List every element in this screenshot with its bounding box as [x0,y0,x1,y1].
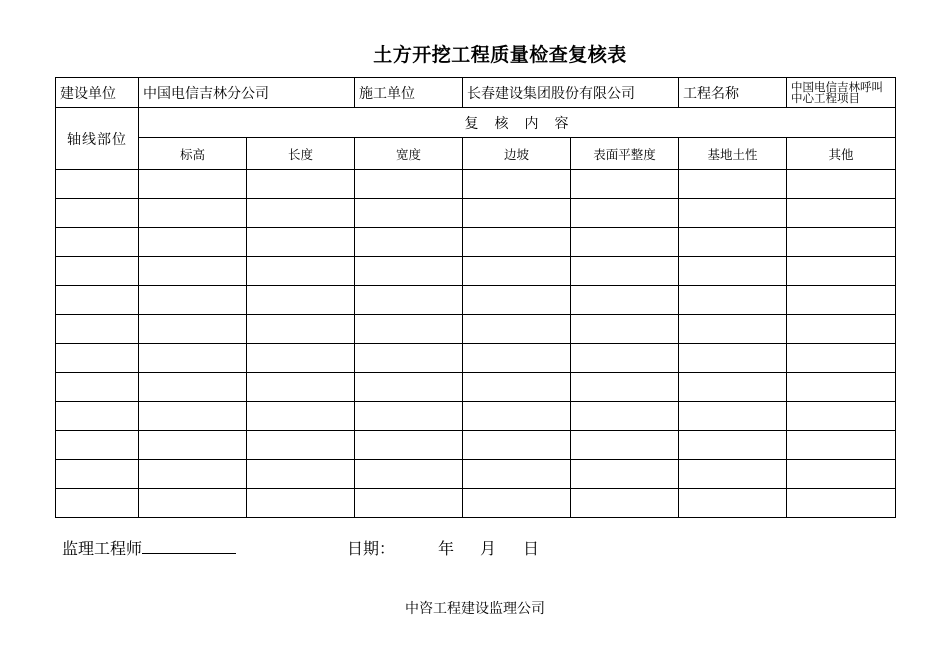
axis-position-cell[interactable] [56,373,139,402]
table-cell[interactable] [247,199,355,228]
column-header-row [56,138,896,170]
table-cell[interactable] [679,402,787,431]
table-cell[interactable] [355,170,463,199]
table-cell[interactable] [139,228,247,257]
table-cell[interactable] [571,199,679,228]
axis-position-cell[interactable] [56,489,139,518]
table-row [56,489,896,518]
table-row [56,257,896,286]
table-cell[interactable] [139,170,247,199]
table-cell[interactable] [571,489,679,518]
table-cell[interactable] [463,286,571,315]
day-label: 日 [523,539,540,558]
table-cell[interactable] [679,170,787,199]
table-cell[interactable] [355,315,463,344]
table-cell[interactable] [463,431,571,460]
table-cell[interactable] [679,373,787,402]
table-cell[interactable] [247,286,355,315]
review-content-label: 复 核 内 容 [139,108,896,138]
table-cell[interactable] [463,170,571,199]
table-cell[interactable] [787,489,896,518]
project-name-value[interactable]: 中国电信吉林呼叫中心工程项目 [787,78,896,108]
table-cell[interactable] [139,199,247,228]
table-cell[interactable] [139,286,247,315]
table-cell[interactable] [139,257,247,286]
table-cell[interactable] [355,199,463,228]
table-cell[interactable] [247,489,355,518]
table-cell[interactable] [247,170,355,199]
table-cell[interactable] [571,170,679,199]
construction-unit-value[interactable]: 中国电信吉林分公司 [139,78,355,108]
table-cell[interactable] [571,373,679,402]
axis-position-cell[interactable] [56,257,139,286]
table-cell[interactable] [571,344,679,373]
date-label: 日期： [347,539,396,558]
table-cell[interactable] [355,489,463,518]
table-cell[interactable] [787,257,896,286]
table-cell[interactable] [247,257,355,286]
contractor-value[interactable]: 长春建设集团股份有限公司 [463,78,679,108]
signature-line[interactable] [142,538,236,554]
table-cell[interactable] [679,489,787,518]
table-cell[interactable] [247,228,355,257]
table-cell[interactable] [787,344,896,373]
table-cell[interactable] [787,170,896,199]
table-cell[interactable] [463,489,571,518]
table-row [56,402,896,431]
supervisor-signature [62,536,236,559]
table-cell[interactable] [139,402,247,431]
inspection-table [55,77,896,518]
table-cell[interactable] [571,286,679,315]
table-row [56,315,896,344]
table-cell[interactable] [679,315,787,344]
table-row [56,170,896,199]
table-cell[interactable] [463,373,571,402]
table-cell[interactable] [679,199,787,228]
header-row [56,78,896,108]
table-cell[interactable] [463,402,571,431]
table-cell[interactable] [571,257,679,286]
table-cell[interactable] [247,431,355,460]
construction-unit-label: 建设单位 [56,78,139,108]
table-cell[interactable] [571,402,679,431]
company-name: 中咨工程建设监理公司 [405,601,545,617]
table-cell[interactable] [679,344,787,373]
data-rows [56,170,896,518]
table-cell[interactable] [787,286,896,315]
table-cell[interactable] [463,344,571,373]
table-row [56,199,896,228]
table-cell[interactable] [139,315,247,344]
table-cell[interactable] [787,431,896,460]
column-header: 边坡 [463,138,571,170]
table-cell[interactable] [247,460,355,489]
table-cell[interactable] [139,489,247,518]
table-cell[interactable] [679,257,787,286]
column-header: 标高 [139,138,247,170]
table-cell[interactable] [247,402,355,431]
page-title: 土方开挖工程质量检查复核表 [373,44,627,66]
table-cell[interactable] [355,228,463,257]
table-row [56,373,896,402]
table-row [56,460,896,489]
table-cell[interactable] [787,402,896,431]
axis-position-cell[interactable] [56,431,139,460]
table-cell[interactable] [787,460,896,489]
table-cell[interactable] [139,344,247,373]
table-cell[interactable] [787,228,896,257]
table-cell[interactable] [679,286,787,315]
table-row [56,228,896,257]
table-row [56,286,896,315]
review-header-row [56,108,896,138]
table-cell[interactable] [787,373,896,402]
table-cell[interactable] [139,373,247,402]
table-cell[interactable] [355,460,463,489]
column-header: 表面平整度 [571,138,679,170]
supervisor-label: 监理工程师 [62,539,143,558]
table-cell[interactable] [463,460,571,489]
table-cell[interactable] [355,373,463,402]
axis-position-cell[interactable] [56,402,139,431]
table-cell[interactable] [571,460,679,489]
axis-position-cell[interactable] [56,199,139,228]
table-cell[interactable] [355,402,463,431]
contractor-label: 施工单位 [355,78,463,108]
month-label: 月 [480,539,497,558]
table-cell[interactable] [787,199,896,228]
axis-position-cell[interactable] [56,286,139,315]
column-header: 宽度 [355,138,463,170]
column-header: 其他 [787,138,896,170]
column-header: 基地土性 [679,138,787,170]
axis-position-cell[interactable] [56,170,139,199]
axis-position-cell[interactable] [56,228,139,257]
column-header: 长度 [247,138,355,170]
table-cell[interactable] [463,315,571,344]
axis-position-cell[interactable] [56,315,139,344]
table-cell[interactable] [463,228,571,257]
year-label: 年 [438,539,455,558]
table-row [56,431,896,460]
axis-position-label: 轴线部位 [56,108,139,170]
table-cell[interactable] [787,315,896,344]
table-cell[interactable] [355,344,463,373]
table-row [56,344,896,373]
table-cell[interactable] [247,373,355,402]
table-cell[interactable] [247,344,355,373]
axis-position-cell[interactable] [56,344,139,373]
table-cell[interactable] [355,286,463,315]
table-cell[interactable] [463,257,571,286]
table-cell[interactable] [571,431,679,460]
table-cell[interactable] [139,460,247,489]
table-cell[interactable] [463,199,571,228]
table-cell[interactable] [355,431,463,460]
table-cell[interactable] [571,228,679,257]
table-cell[interactable] [679,228,787,257]
project-name-label: 工程名称 [679,78,787,108]
table-cell[interactable] [571,315,679,344]
table-cell[interactable] [679,460,787,489]
table-cell[interactable] [679,431,787,460]
table-cell[interactable] [139,431,247,460]
table-cell[interactable] [355,257,463,286]
table-cell[interactable] [247,315,355,344]
axis-position-cell[interactable] [56,460,139,489]
